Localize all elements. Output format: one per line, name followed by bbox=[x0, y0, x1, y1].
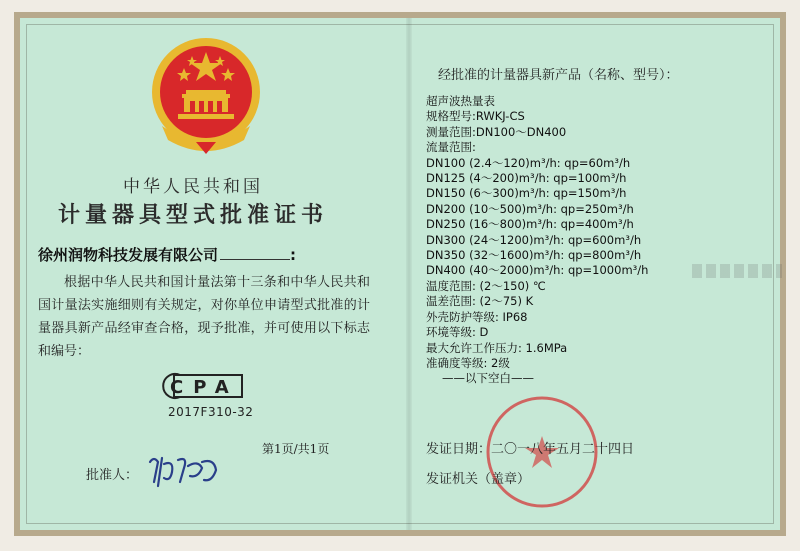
issuing-authority: 发证机关（盖章） bbox=[426, 472, 531, 487]
spec-line: 最大允许工作压力: 1.6MPa bbox=[426, 340, 568, 355]
country-title: 中华人民共和国 bbox=[123, 177, 263, 197]
center-fold bbox=[406, 18, 412, 530]
approval-paragraph: 根据中华人民共和国计量法第十三条和中华人民共和国计量法实施细则有关规定，对你单位申请型式批准的计量器具新产品经审查合格，现予批准，并可使用以下标志和编号： bbox=[38, 275, 370, 359]
spec-line: 外壳防护等级: IP68 bbox=[426, 309, 528, 324]
spec-line: 超声波热量表 bbox=[426, 94, 495, 108]
spec-line: DN100 (2.4～120)m³/h: qp=60m³/h bbox=[426, 155, 631, 170]
spec-line: 规格型号:RWKJ-CS bbox=[426, 109, 525, 124]
spec-line: DN400 (40～2000)m³/h: qp=1000m³/h bbox=[426, 263, 649, 278]
certificate-number: 2017F310-32 bbox=[168, 405, 254, 419]
spec-line: DN150 (6～300)m³/h: qp=150m³/h bbox=[426, 186, 627, 201]
company-suffix: : bbox=[290, 246, 297, 264]
company-line bbox=[38, 244, 296, 265]
spec-line: DN350 (32～1600)m³/h: qp=800m³/h bbox=[426, 248, 642, 263]
spec-line: 环境等级: D bbox=[426, 325, 489, 340]
spec-line: DN200 (10～500)m³/h: qp=250m³/h bbox=[426, 201, 634, 216]
approver-signature-icon bbox=[144, 452, 224, 488]
certificate-title: 计量器具型式批准证书 bbox=[57, 202, 328, 228]
spec-line: 准确度等级: 2级 bbox=[426, 355, 510, 370]
spec-line: ——以下空白—— bbox=[442, 371, 534, 386]
spec-line: 温度范围: (2～150) ℃ bbox=[426, 278, 546, 293]
bleed-through-marks bbox=[692, 264, 782, 278]
company-name: 徐州润物科技发展有限公司 bbox=[38, 246, 219, 264]
spec-line: DN250 (16～800)m³/h: qp=400m³/h bbox=[426, 217, 634, 232]
spec-line: 流量范围: bbox=[426, 140, 476, 155]
national-emblem-icon bbox=[142, 30, 270, 158]
approver-label: 批准人： bbox=[86, 468, 139, 483]
approved-product-heading: 经批准的计量器具新产品（名称、型号）： bbox=[438, 68, 679, 83]
cpa-mark-icon bbox=[160, 372, 252, 400]
page-count: 第1页/共1页 bbox=[262, 442, 330, 456]
underline bbox=[220, 247, 290, 260]
cpa-mark-text: CPA bbox=[170, 377, 239, 398]
spec-line: DN125 (4～200)m³/h: qp=100m³/h bbox=[426, 171, 627, 186]
product-spec-list bbox=[426, 94, 648, 387]
spec-line: DN300 (24～1200)m³/h: qp=600m³/h bbox=[426, 232, 642, 247]
issue-date: 发证日期：二〇一八年五月二十四日 bbox=[426, 442, 635, 457]
spec-line: 温差范围: (2～75) K bbox=[426, 294, 534, 309]
spec-line: 测量范围:DN100～DN400 bbox=[426, 124, 567, 139]
